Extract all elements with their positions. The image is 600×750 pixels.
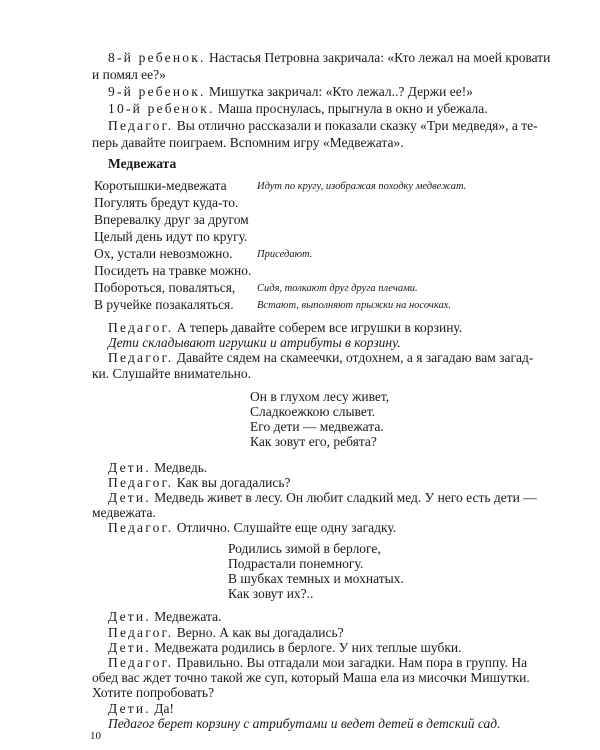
speech-text: Отлично. Слушайте еще одну загадку. [173, 520, 397, 536]
speech-text: Как вы догадались? [173, 474, 291, 490]
speech-text: Медведь. [150, 459, 208, 475]
riddle-line: Подрастали понемногу. [228, 555, 364, 571]
speaker-label: Педагог. [108, 474, 174, 490]
speaker-label: Дети. [108, 700, 151, 716]
speech-text: Хотите попробовать? [92, 685, 215, 701]
speech-text: 10 [90, 730, 101, 742]
poem-line: В ручейке позакаляться. [94, 297, 234, 312]
speech-text: Маша проснулась, прыгнула в окно и убежала. [214, 101, 488, 116]
speech-text: А теперь давайте соберем все игрушки в корзину. [173, 320, 463, 335]
line-continuation: медвежата. [92, 505, 156, 521]
line-continuation: и помял ее?» [92, 67, 166, 82]
speaker-label: Педагог. [108, 520, 174, 536]
line-teacher [108, 655, 527, 671]
line-continuation: обед вас ждет точно такой же суп, который Маша ела из мисочки Мишутки. [92, 670, 530, 686]
speaker-label: Дети. [108, 609, 151, 625]
speaker-label: Педагог. [108, 655, 174, 670]
speaker-label: Педагог. [108, 320, 174, 335]
stage-direction: Идут по кругу, изображая походку медвежат. [257, 181, 467, 192]
line-children [108, 701, 174, 717]
riddle-line: Его дети — медвежата. [250, 419, 384, 435]
speech-text: Верно. А как вы догадались? [173, 624, 344, 640]
riddle-line: Как зовут их?.. [228, 586, 314, 602]
line-children [108, 460, 207, 476]
speaker-label: Педагог. [108, 118, 174, 133]
line-child-9 [108, 84, 473, 100]
page-number [90, 728, 101, 744]
riddle-line: Как зовут его, ребята? [250, 434, 377, 450]
speech-text: Давайте сядем на скамеечки, отдохнем, а я загадаю вам загад- [173, 350, 534, 366]
riddle-line: Он в глухом лесу живет, [250, 388, 390, 404]
speaker-label: Педагог. [108, 350, 174, 366]
line-teacher [108, 625, 344, 641]
speaker-label: Дети. [108, 490, 151, 505]
poem-line: Погулять бредут куда-то. [94, 195, 239, 210]
line-continuation [92, 685, 214, 701]
speech-text: Правильно. Вы отгадали мои загадки. Нам пора в группу. На [173, 655, 528, 670]
riddle-line: Родились зимой в берлоге, [228, 540, 381, 556]
poem-line: Целый день идут по кругу. [94, 229, 248, 244]
line-children [108, 609, 221, 625]
poem-line: Вперевалку друг за другом [94, 212, 249, 227]
action-note [108, 716, 501, 732]
line-teacher [108, 118, 538, 134]
speech-text: Мишутка закричал: «Кто лежал..? Держи ее!» [205, 84, 473, 99]
speaker-label: 9-й ребенок. [108, 84, 206, 99]
speech-text: Настасья Петровна закричала: «Кто лежал на моей кровати [205, 50, 551, 65]
riddle-line: Сладкоежкою слывет. [250, 404, 376, 419]
speech-text: Да! [150, 700, 174, 716]
speech-text: Медведь живет в лесу. Он любит сладкий мед. У него есть дети — [150, 490, 537, 505]
stage-direction: Приседают. [257, 249, 313, 260]
line-child-8 [108, 50, 550, 66]
action-note: Дети складывают игрушки и атрибуты в корзину. [108, 335, 401, 351]
line-teacher [108, 320, 462, 336]
speaker-label: Дети. [108, 459, 151, 475]
poem-line: Побороться, поваляться, [94, 280, 236, 295]
speech-text: Вы отлично рассказали и показали сказку «Три медведя», а те- [173, 118, 538, 133]
riddle-line: В шубках темных и мохнатых. [228, 571, 404, 586]
stage-direction: Сидя, толкают друг друга плечами. [257, 283, 418, 294]
line-children [108, 490, 537, 506]
line-continuation: ки. Слушайте внимательно. [92, 365, 251, 381]
speech-text: Медвежата родились в берлоге. У них теплые шубки. [150, 639, 462, 655]
line-teacher [108, 350, 533, 366]
speaker-label: 10-й ребенок. [108, 101, 215, 116]
game-title: Медвежата [108, 156, 177, 171]
line-teacher [108, 520, 396, 536]
line-children [108, 640, 462, 656]
poem-line: Коротышки-медвежата [94, 178, 227, 193]
speech-text: Медвежата. [150, 609, 222, 625]
speaker-label: Дети. [108, 639, 151, 655]
speaker-label: 8-й ребенок. [108, 50, 206, 65]
line-child-10 [108, 101, 488, 117]
line-teacher [108, 475, 291, 491]
poem-line: Ох, устали невозможно. [94, 246, 233, 261]
speech-text: Педагог берет корзину с атрибутами и ведет детей в детский сад. [108, 715, 501, 731]
speaker-label: Педагог. [108, 624, 174, 640]
poem-line: Посидеть на травке можно. [94, 263, 252, 278]
stage-direction: Встают, выполняют прыжки на носочках. [257, 300, 451, 311]
line-continuation: перь давайте поиграем. Вспомним игру «Медвежата». [92, 135, 404, 150]
